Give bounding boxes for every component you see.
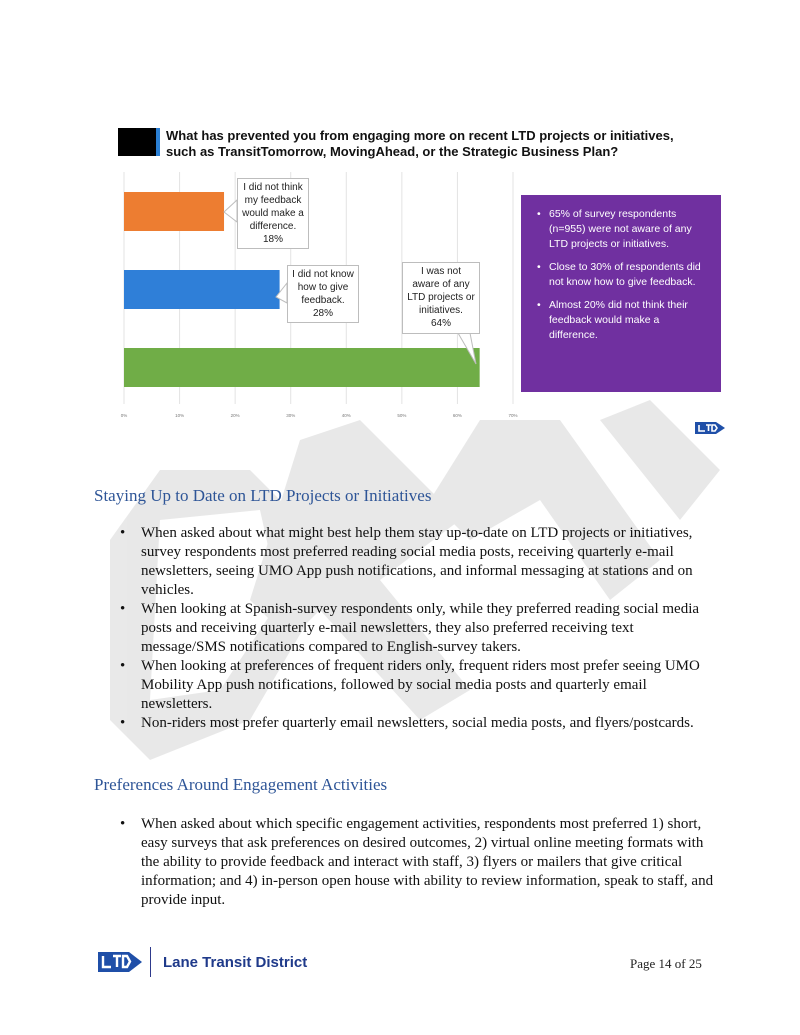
bar-callout-feedback — [287, 265, 359, 323]
summary-item: • Close to 30% of respondents did not know how to give feedback. — [541, 260, 711, 290]
bar — [124, 348, 480, 387]
summary-box — [521, 195, 721, 392]
callout-text: I did not think my feedback would make a difference. — [242, 182, 304, 232]
ltd-logo-icon — [97, 951, 143, 973]
section-bullets-engagement-activities — [118, 815, 718, 910]
slide-question: What has prevented you from engaging more on recent LTD projects or initiatives, such as TransitTomorrow, MovingAhead, or the Strategic Business Plan? — [166, 128, 674, 159]
bar-callout-not-aware — [402, 262, 480, 334]
section-heading-stay-up-to-date: Staying Up to Date on LTD Projects or Initiatives — [94, 486, 432, 505]
callout-pointer — [224, 200, 237, 222]
ltd-logo-icon — [694, 421, 726, 435]
x-tick-label: 30% — [286, 413, 296, 418]
list-item: • When looking at Spanish-survey respondents only, while they preferred reading social media posts and receiving quarterly e-mail newsletters, they also preferred receiving text message/SMS notifications compared to English-survey takers. — [118, 600, 718, 657]
x-tick-label: 50% — [397, 413, 407, 418]
x-tick-label: 40% — [341, 413, 351, 418]
callout-value: 28% — [312, 308, 333, 319]
summary-list — [529, 207, 711, 343]
callout-text: I did not know how to give feedback. — [292, 269, 354, 306]
bar — [124, 270, 280, 309]
list-item: • When asked about what might best help them stay up-to-date on LTD projects or initiatives, survey respondents most preferred reading social media posts, receiving quarterly e-mail newsletters, seeing UMO App push notifications, and informal messaging at stations and on vehicles. — [118, 524, 718, 600]
x-tick-label: 0% — [120, 413, 128, 418]
x-tick-label: 60% — [452, 413, 462, 418]
list-item: • Non-riders most prefer quarterly email newsletters, social media posts, and flyers/postcards. — [118, 714, 718, 733]
list-item: • When asked about which specific engagement activities, respondents most preferred 1) short, easy surveys that ask preferences on desired outcomes, 2) virtual online meeting formats with the ability to provide feedback and interact with staff, 3) flyers or mailers that give critical information; and 4) in-person open house with ability to review information, speak to staff, and provide input. — [118, 815, 718, 910]
footer-organization: Lane Transit District — [163, 954, 308, 971]
callout-value: 18% — [262, 234, 283, 245]
x-tick-label: 20% — [230, 413, 240, 418]
section-bullets-stay-up-to-date — [118, 524, 718, 733]
x-tick-label: 70% — [508, 413, 518, 418]
summary-item: • 65% of survey respondents (n=955) were not aware of any LTD projects or initiatives. — [541, 207, 711, 252]
footer-divider — [150, 947, 151, 977]
callout-text: I was not aware of any LTD projects or initiatives. — [407, 266, 475, 316]
callout-value: 64% — [430, 318, 451, 329]
page-number: Page 14 of 25 — [630, 956, 702, 971]
section-heading-engagement-activities: Preferences Around Engagement Activities — [94, 775, 388, 794]
summary-item: • Almost 20% did not think their feedback would make a difference. — [541, 298, 711, 343]
x-tick-label: 10% — [175, 413, 185, 418]
list-item: • When looking at preferences of frequent riders only, frequent riders most prefer seeing UMO Mobility App push notifications, followed by social media posts and quarterly email newsletters. — [118, 657, 718, 714]
bar — [124, 192, 224, 231]
bar-callout-difference — [237, 178, 309, 249]
